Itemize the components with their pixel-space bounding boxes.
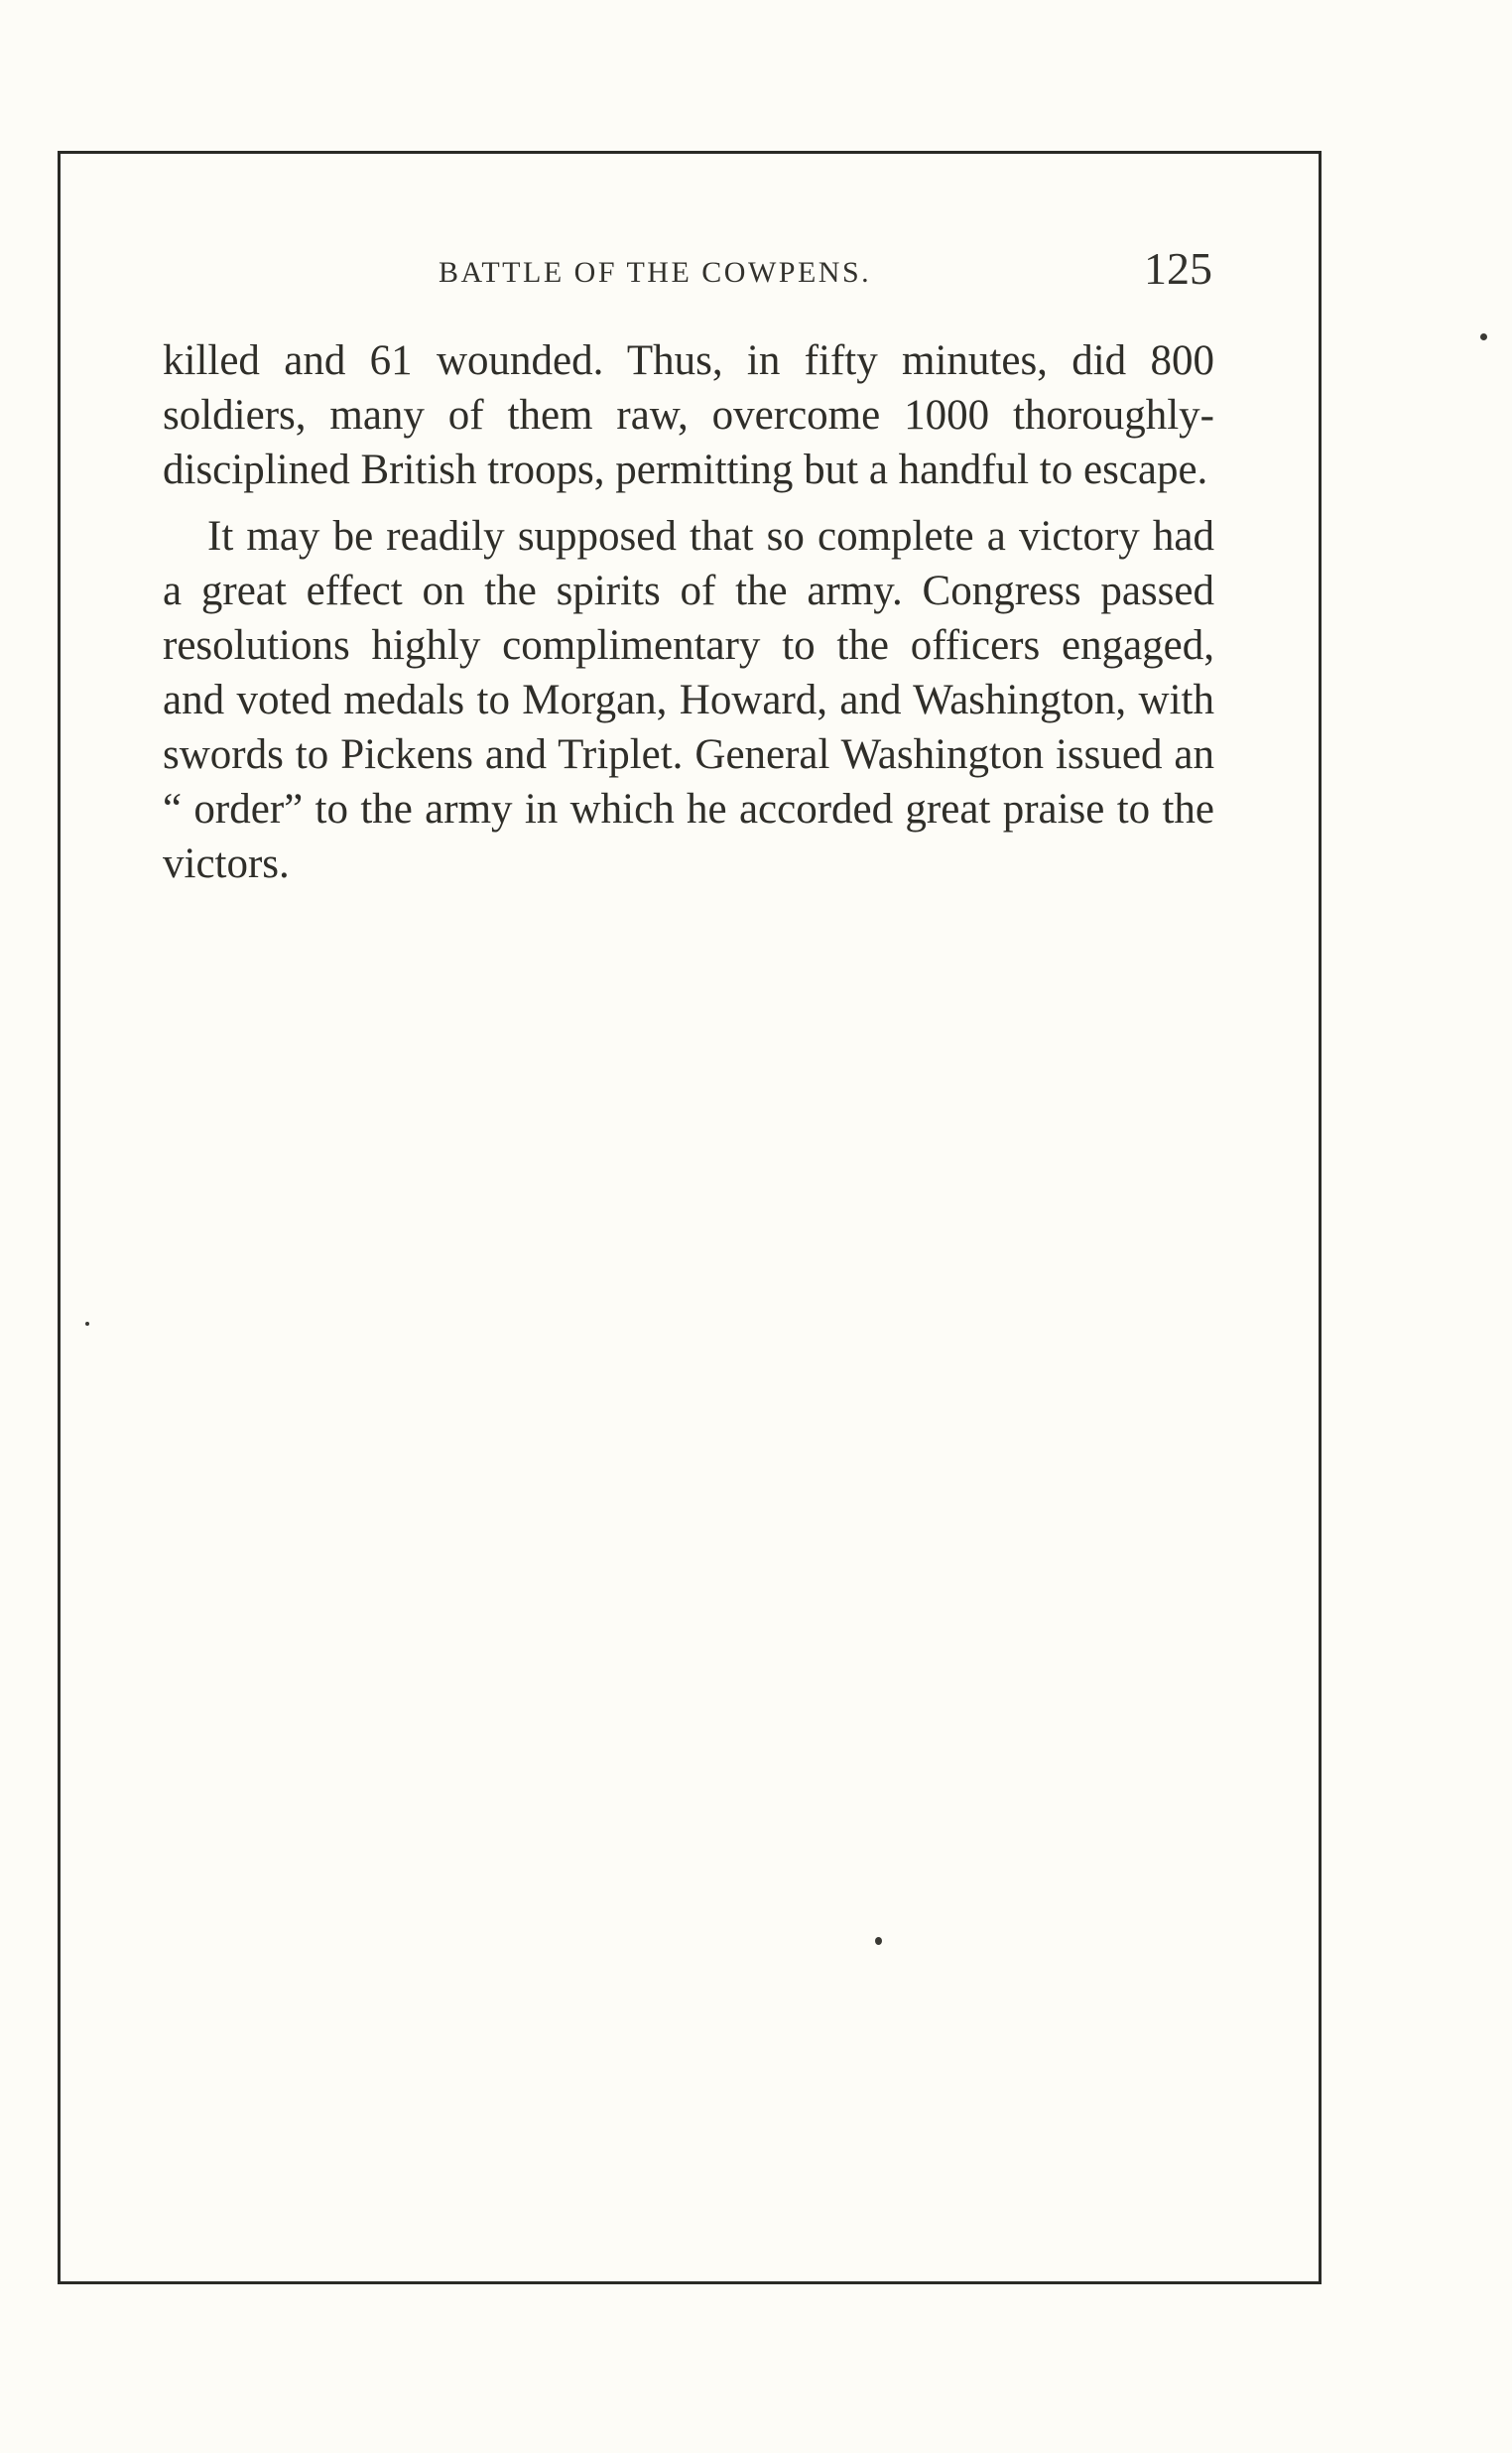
running-header [161,242,1212,302]
paragraph: killed and 61 wounded. Thus, in fifty minutes, did 800 soldiers, many of them raw, overcome 1000 thoroughly-disciplined British troops, permitting but a handful to escape. [163,337,1214,493]
body-text [163,333,1214,891]
running-title: BATTLE OF THE COWPENS. [439,256,872,289]
page-number: 125 [1144,243,1212,294]
paragraph: It may be readily supposed that so complete a victory had a great effect on the spirits of the army. Congress passed resolutions highly complimentary to the officers engaged, and voted medals to Morgan, Howard, and Washington, with swords to Pickens and Triplet. General Washington issued an “ order” to the army in which he accorded great praise to the victors. [163,513,1214,887]
ink-speck [875,1937,882,1945]
ink-speck [1480,333,1487,340]
ink-speck [85,1322,89,1326]
